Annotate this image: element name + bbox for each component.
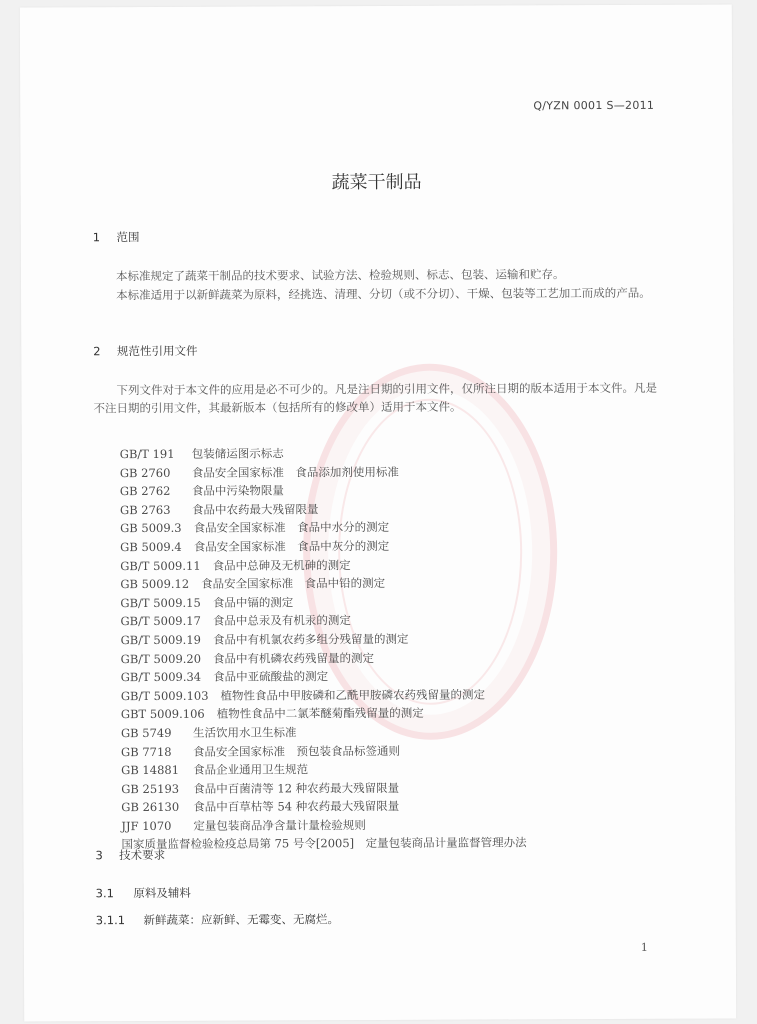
section-number: 3.1.1 xyxy=(95,913,126,928)
reference-code: GB 7718 xyxy=(121,744,172,759)
reference-code: GB 5009.3 xyxy=(120,521,182,536)
reference-code: GBT 5009.106 xyxy=(120,707,205,722)
reference-item xyxy=(121,834,526,854)
reference-item xyxy=(121,759,526,779)
section-title: 技术要求 xyxy=(119,847,166,863)
scope-paragraph-2: 本标准适用于以新鲜蔬菜为原料，经挑选、清理、分切（或不分切）、干燥、包装等工艺加工而成的产品。 xyxy=(116,285,651,303)
normative-intro-paragraph: 下列文件对于本文件的应用是必不可少的。凡是注日期的引用文件，仅所注日期的版本适用于本文件。凡是不注日期的引用文件，其最新版本（包括所有的修改单）适用于本文件。 xyxy=(93,380,657,416)
reference-item xyxy=(120,462,525,482)
reference-title: 食品中有机磷农药残留量的测定 xyxy=(213,650,375,666)
reference-title: 食品安全国家标准 食品添加剂使用标准 xyxy=(191,464,399,480)
section-3-heading xyxy=(95,847,165,863)
reference-code: JJF 1070 xyxy=(121,818,172,833)
document-page xyxy=(20,4,736,1021)
reference-title: 食品中有机氯农药多组分残留量的测定 xyxy=(212,631,409,647)
reference-code: GB 5009.4 xyxy=(120,539,182,555)
section-number: 2 xyxy=(93,344,101,359)
section-1-heading xyxy=(93,229,140,245)
reference-title: 生活饮用水卫生标准 xyxy=(192,725,297,740)
reference-item xyxy=(120,592,525,612)
reference-code: GB 25193 xyxy=(121,781,180,796)
reference-item xyxy=(120,481,525,501)
reference-item xyxy=(120,499,525,519)
section-3-1-heading xyxy=(96,885,191,901)
reference-code: GB 5749 xyxy=(120,725,172,741)
reference-title: 植物性食品中甲胺磷和乙酰甲胺磷农药残留量的测定 xyxy=(220,687,486,703)
section-3-1-1-heading xyxy=(96,911,339,928)
reference-code: GB 5009.12 xyxy=(120,576,190,592)
reference-item xyxy=(121,722,526,742)
reference-item xyxy=(121,648,526,668)
reference-item xyxy=(121,778,526,798)
reference-title: 食品中农药最大残留限量 xyxy=(191,502,319,517)
reference-title: 食品中镉的测定 xyxy=(212,595,294,610)
section-number: 1 xyxy=(92,230,101,245)
reference-code: GB/T 191 xyxy=(119,446,175,462)
reference-item xyxy=(121,685,526,705)
reference-list xyxy=(120,443,527,854)
reference-title: 食品安全国家标准 食品中灰分的测定 xyxy=(193,538,390,554)
reference-title: 食品中百草枯等 54 种农药最大残留限量 xyxy=(193,799,400,815)
section-title: 规范性引用文件 xyxy=(116,343,198,359)
reference-title: 食品中百菌清等 12 种农药最大残留限量 xyxy=(193,780,400,796)
reference-code: GB 14881 xyxy=(121,762,180,778)
reference-title: 食品中总汞及有机汞的测定 xyxy=(212,613,351,629)
reference-item xyxy=(120,536,525,556)
section-2-heading xyxy=(93,343,197,359)
reference-item xyxy=(120,555,525,575)
section-number: 3 xyxy=(95,848,103,863)
reference-title: 食品中污染物限量 xyxy=(191,483,284,498)
section-title: 新鲜蔬菜：应新鲜、无霉变、无腐烂。 xyxy=(143,912,339,928)
page-number: 1 xyxy=(640,940,648,954)
reference-title: 食品安全国家标准 食品中水分的测定 xyxy=(193,520,390,536)
section-title: 原料及辅料 xyxy=(133,885,191,901)
section-number: 3.1 xyxy=(95,886,114,901)
reference-title: 食品安全国家标准 食品中铅的测定 xyxy=(201,576,386,591)
reference-title: 食品企业通用卫生规范 xyxy=(193,762,309,777)
reference-code: GB/T 5009.103 xyxy=(120,688,209,703)
reference-code: GB/T 5009.17 xyxy=(120,614,201,629)
reference-code: GB 26130 xyxy=(121,800,180,815)
reference-title: 食品中总砷及无机砷的测定 xyxy=(212,557,351,573)
document-title: 蔬菜干制品 xyxy=(331,171,422,194)
reference-code: GB/T 5009.34 xyxy=(120,669,202,685)
reference-title: 国家质量监督检验检疫总局第 75 号令[2005] 定量包装商品计量监督管理办法 xyxy=(121,835,527,852)
section-title: 范围 xyxy=(116,230,140,245)
standard-code: Q/YZN 0001 S—2011 xyxy=(533,98,655,113)
reference-item xyxy=(121,797,526,817)
reference-item xyxy=(120,443,525,463)
reference-code: GB 2763 xyxy=(119,502,171,517)
reference-code: GB/T 5009.15 xyxy=(120,595,201,610)
reference-item xyxy=(120,518,525,538)
reference-title: 食品安全国家标准 预包装食品标签通则 xyxy=(193,743,401,759)
reference-item xyxy=(121,629,526,649)
reference-code: GB 2760 xyxy=(119,465,171,480)
reference-item xyxy=(120,611,525,631)
reference-title: 食品中亚硫酸盐的测定 xyxy=(213,669,329,684)
reference-item xyxy=(121,704,526,724)
reference-title: 定量包装商品净含量计量检验规则 xyxy=(193,817,366,833)
reference-item xyxy=(121,815,526,835)
reference-item xyxy=(121,666,526,686)
reference-code: GB/T 5009.19 xyxy=(120,632,201,648)
reference-item xyxy=(121,741,526,761)
reference-title: 植物性食品中二氯苯醚菊酯残留量的测定 xyxy=(216,706,424,722)
scope-paragraph-1: 本标准规定了蔬菜干制品的技术要求、试验方法、检验规则、标志、包装、运输和贮存。 xyxy=(115,267,565,284)
reference-code: GB/T 5009.11 xyxy=(120,558,201,573)
reference-code: GB 2762 xyxy=(119,484,171,499)
reference-title: 包装储运图示标志 xyxy=(191,446,284,461)
reference-item xyxy=(120,574,525,594)
reference-code: GB/T 5009.20 xyxy=(120,651,202,666)
